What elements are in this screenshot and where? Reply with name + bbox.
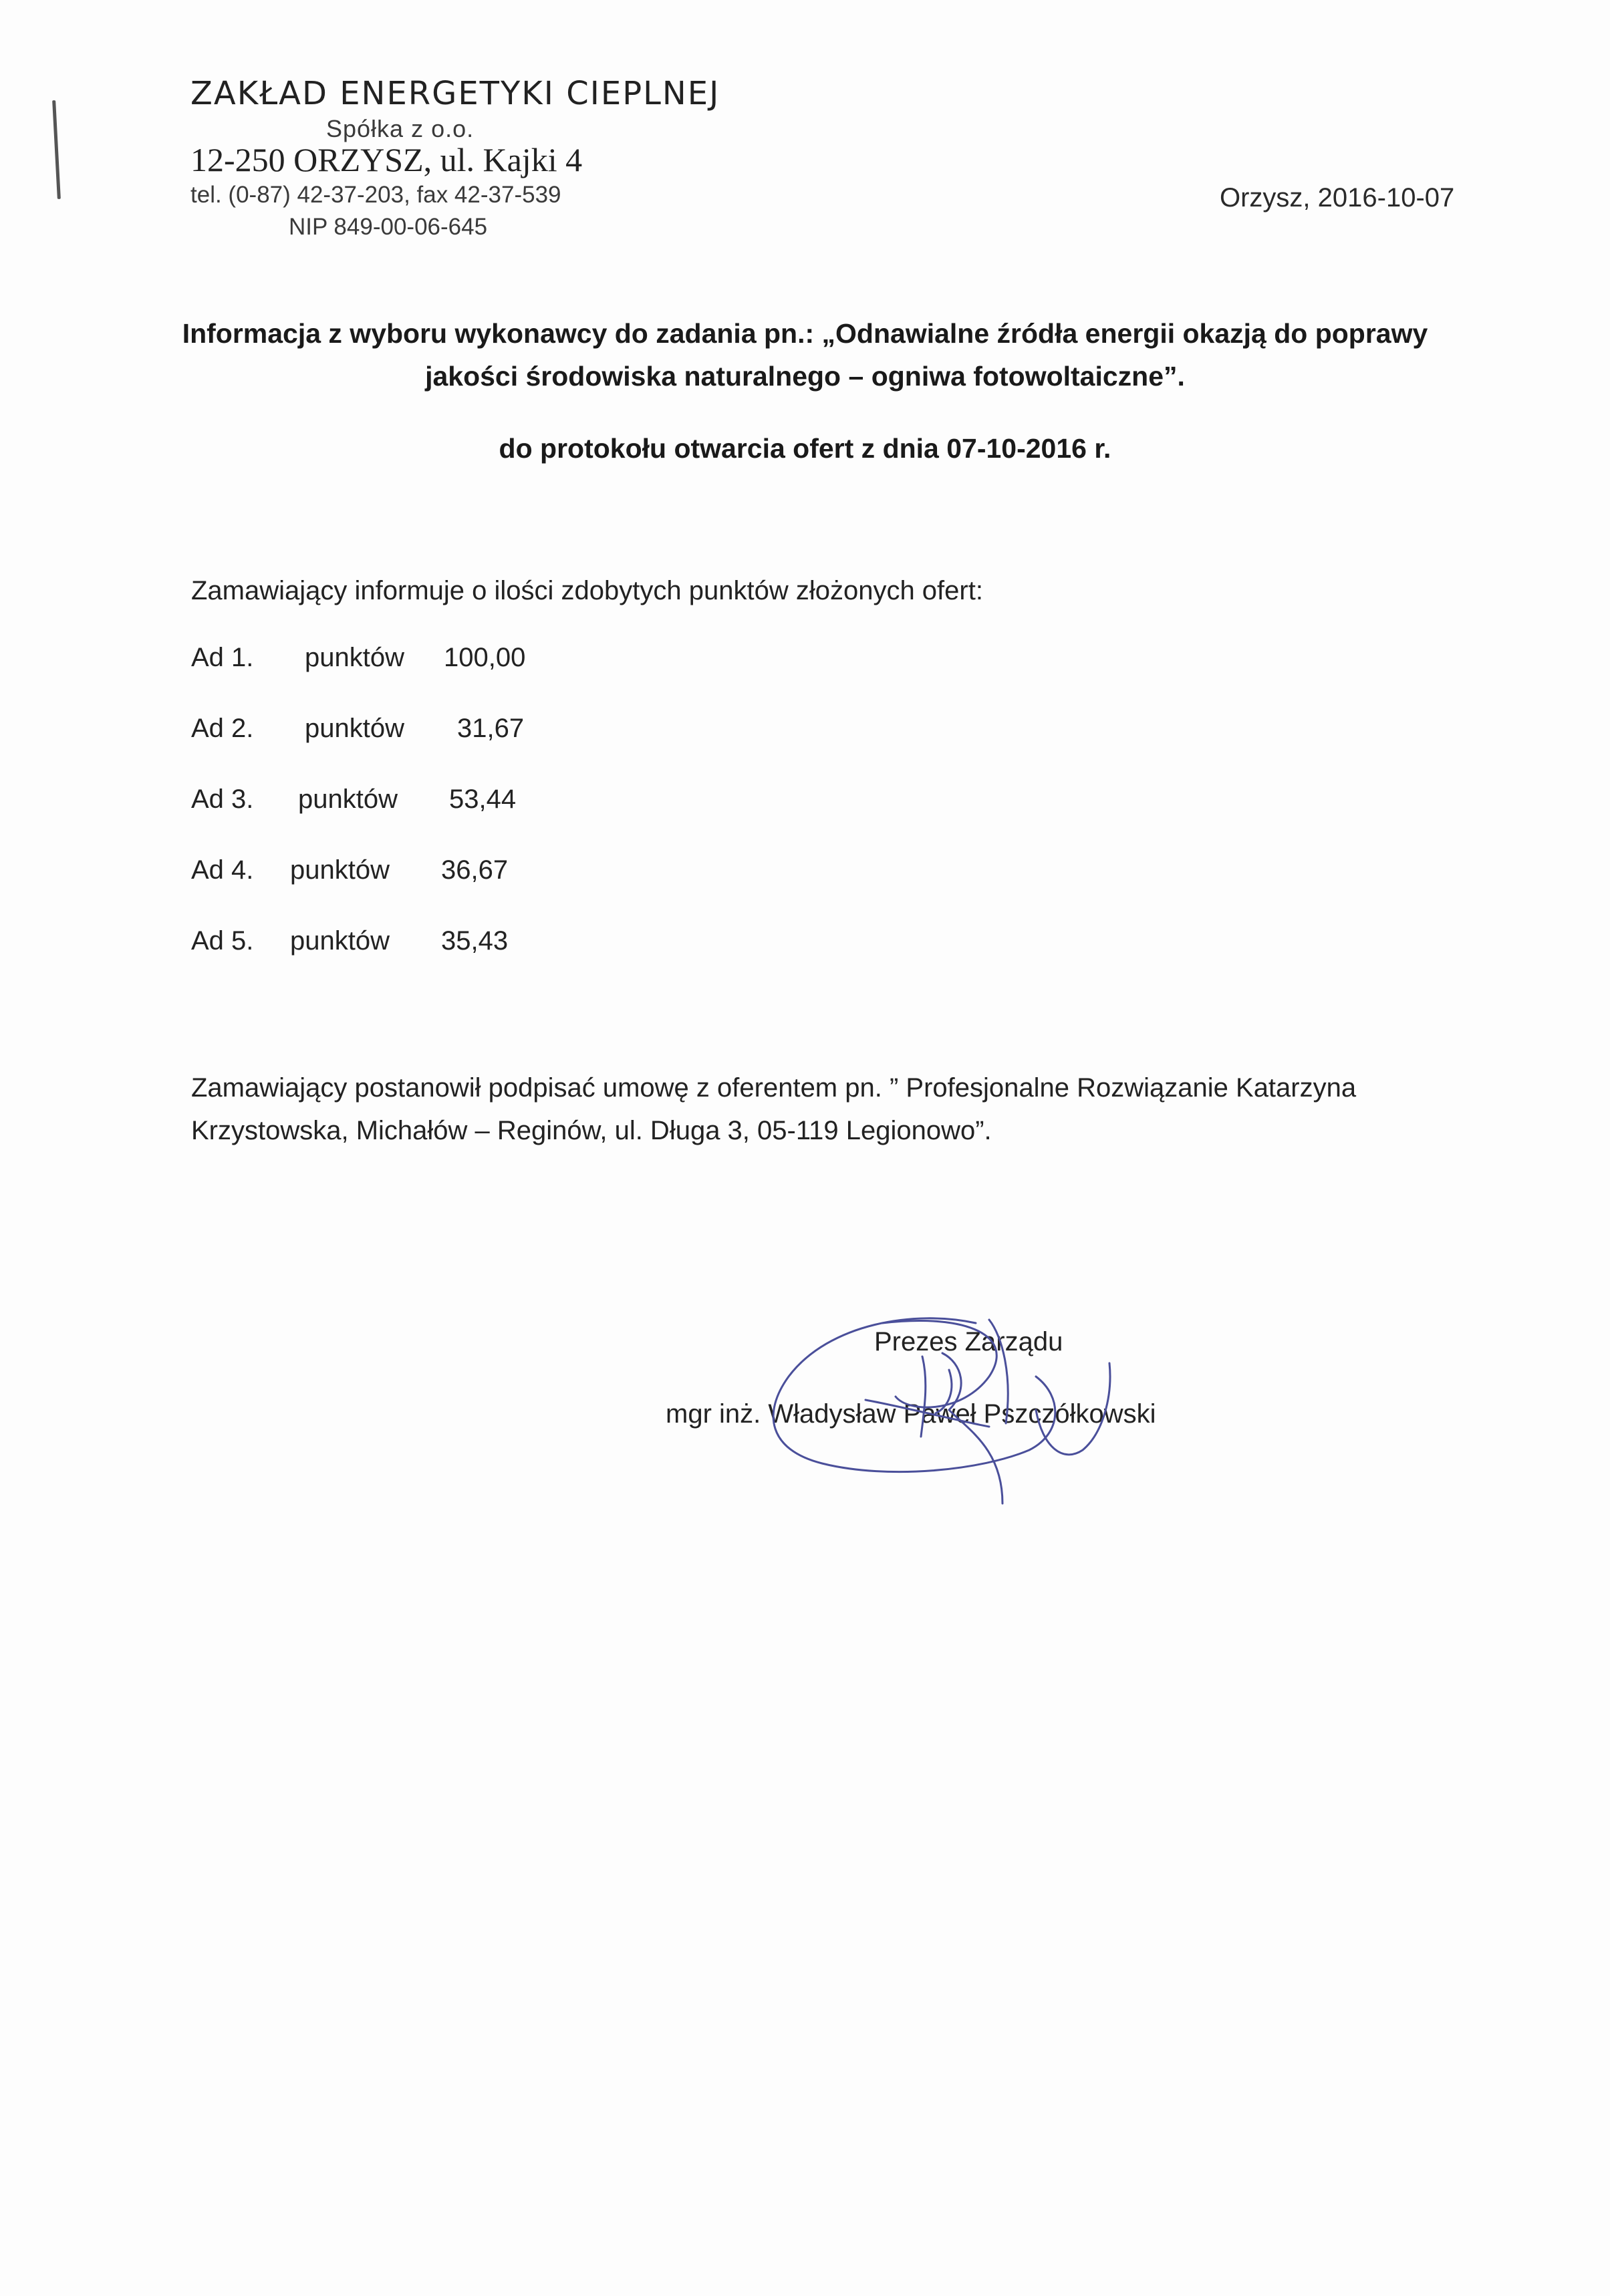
score-ad: Ad 1. xyxy=(191,643,254,672)
score-value: 53,44 xyxy=(449,784,517,814)
score-label: punktów xyxy=(290,855,390,885)
score-value: 36,67 xyxy=(441,855,509,885)
scan-margin-mark xyxy=(52,100,61,199)
handwritten-signature xyxy=(749,1296,1163,1510)
score-label: punktów xyxy=(305,643,404,672)
stamp-nip: NIP 849-00-06-645 xyxy=(289,214,488,240)
score-value: 100,00 xyxy=(444,643,526,672)
score-label: punktów xyxy=(298,784,398,814)
heading-line-1: Informacja z wyboru wykonawcy do zadania pn.: „Odnawialne źródła energii okazją do poprawy xyxy=(182,318,1428,349)
score-ad: Ad 5. xyxy=(191,926,254,956)
heading-line-2: jakości środowiska naturalnego – ogniwa fotowoltaiczne”. xyxy=(425,361,1185,392)
heading-line-3: do protokołu otwarcia ofert z dnia 07-10-2016 r. xyxy=(499,433,1111,464)
score-ad: Ad 4. xyxy=(191,855,254,885)
stamp-legal-form: Spółka z o.o. xyxy=(326,115,475,142)
score-label: punktów xyxy=(305,714,404,743)
score-ad: Ad 2. xyxy=(191,714,254,743)
score-label: punktów xyxy=(290,926,390,956)
score-ad: Ad 3. xyxy=(191,784,254,814)
signature-name: mgr inż. Władysław Paweł Pszczółkowski xyxy=(666,1399,1156,1429)
score-value: 31,67 xyxy=(457,714,525,743)
decision-line-1: Zamawiający postanowił podpisać umowę z oferentem pn. ” Profesjonalne Rozwiązanie Katarzyna xyxy=(191,1073,1357,1103)
stamp-phone: tel. (0-87) 42-37-203, fax 42-37-539 xyxy=(190,182,561,208)
decision-line-2: Krzystowska, Michałów – Reginów, ul. Długa 3, 05-119 Legionowo”. xyxy=(191,1116,992,1145)
intro-text: Zamawiający informuje o ilości zdobytych punktów złożonych ofert: xyxy=(191,576,983,605)
signature-title: Prezes Zarządu xyxy=(874,1327,1063,1356)
stamp-company-name: ZAKŁAD ENERGETYKI CIEPLNEJ xyxy=(190,75,720,112)
stamp-address: 12-250 ORZYSZ, ul. Kajki 4 xyxy=(190,141,583,178)
document-date: Orzysz, 2016-10-07 xyxy=(1220,183,1455,212)
score-value: 35,43 xyxy=(441,926,509,956)
